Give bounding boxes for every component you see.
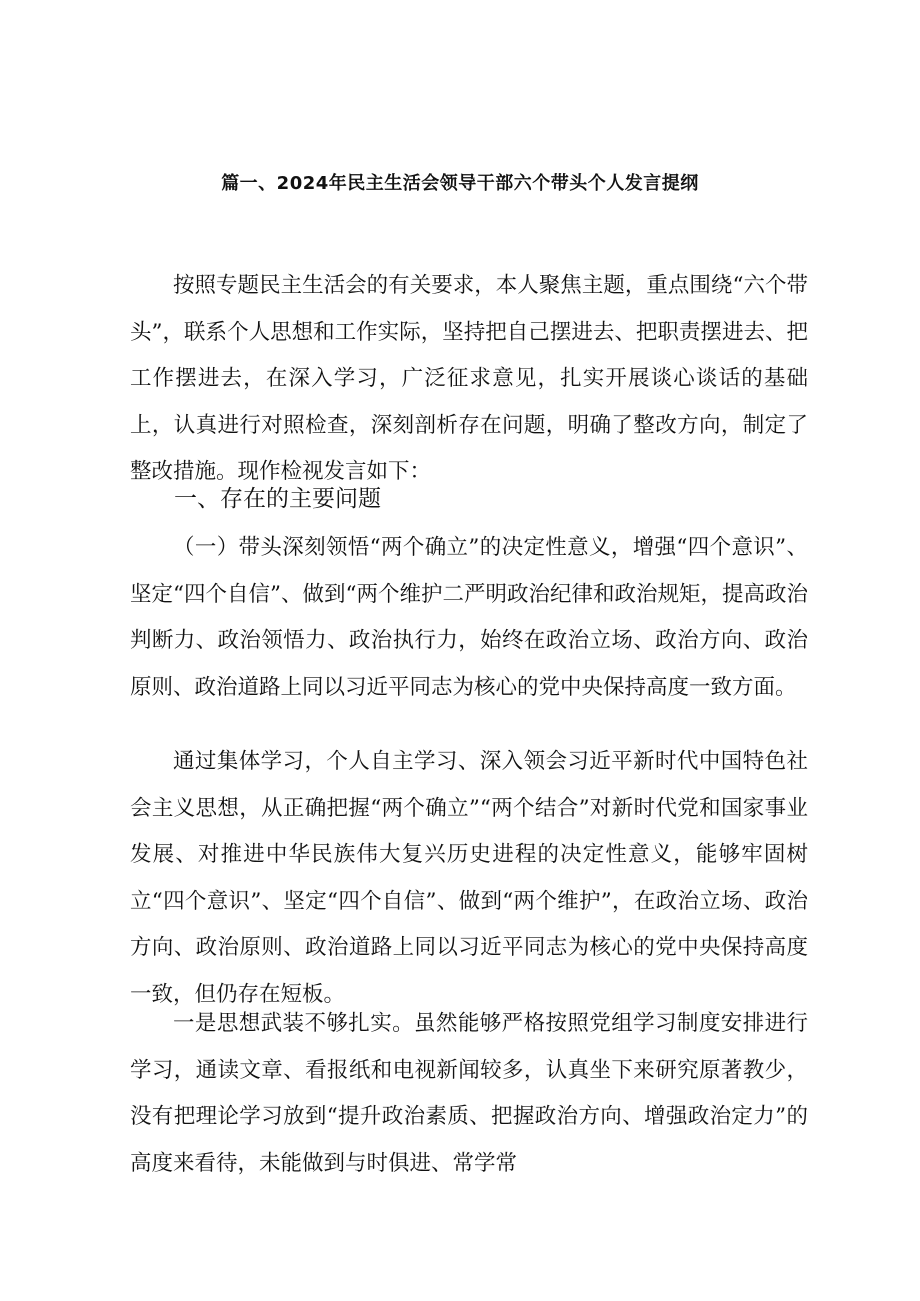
study-paragraph: 通过集体学习，个人自主学习、深入领会习近平新时代中国特色社会主义思想，从正确把握“两个确立”“两个结合”对新时代党和国家事业发展、对推进中华民族伟大复兴历史进程的决定性意义，能够牢固树立“四个意识”、坚定“四个自信”、做到“两个维护”，在政治立场、政治方向、政治原则、政治道路上同以习近平同志为核心的党中央保持高度一致，但仍存在短板。 <box>130 749 808 1007</box>
section-heading: 一、存在的主要问题 <box>174 486 381 512</box>
subsection-paragraph: （一）带头深刻领悟“两个确立”的决定性意义，增强“四个意识”、坚定“四个自信”、做到“两个维护二严明政治纪律和政治规矩，提高政治判断力、政治领悟力、政治执行力，始终在政治立场、政治方向、政治原则、政治道路上同以习近平同志为核心的党中央保持高度一致方面。 <box>130 535 808 700</box>
document-title: 篇一、2024年民主生活会领导干部六个带头个人发言提纲 <box>221 173 699 194</box>
intro-paragraph: 按照专题民主生活会的有关要求，本人聚焦主题，重点围绕“六个带头”，联系个人思想和工作实际，坚持把自己摆进去、把职责摆进去、把工作摆进去，在深入学习，广泛征求意见，扎实开展谈心谈话的基础上，认真进行对照检查，深刻剖析存在问题，明确了整改方向，制定了整改措施。现作检视发言如下： <box>130 273 808 485</box>
problem-paragraph: 一是思想武装不够扎实。虽然能够严格按照党组学习制度安排进行学习，通读文章、看报纸和电视新闻较多，认真坐下来研究原著教少，没有把理论学习放到“提升政治素质、把握政治方向、增强政治定力”的高度来看待，未能做到与时俱进、常学常 <box>130 1011 808 1176</box>
